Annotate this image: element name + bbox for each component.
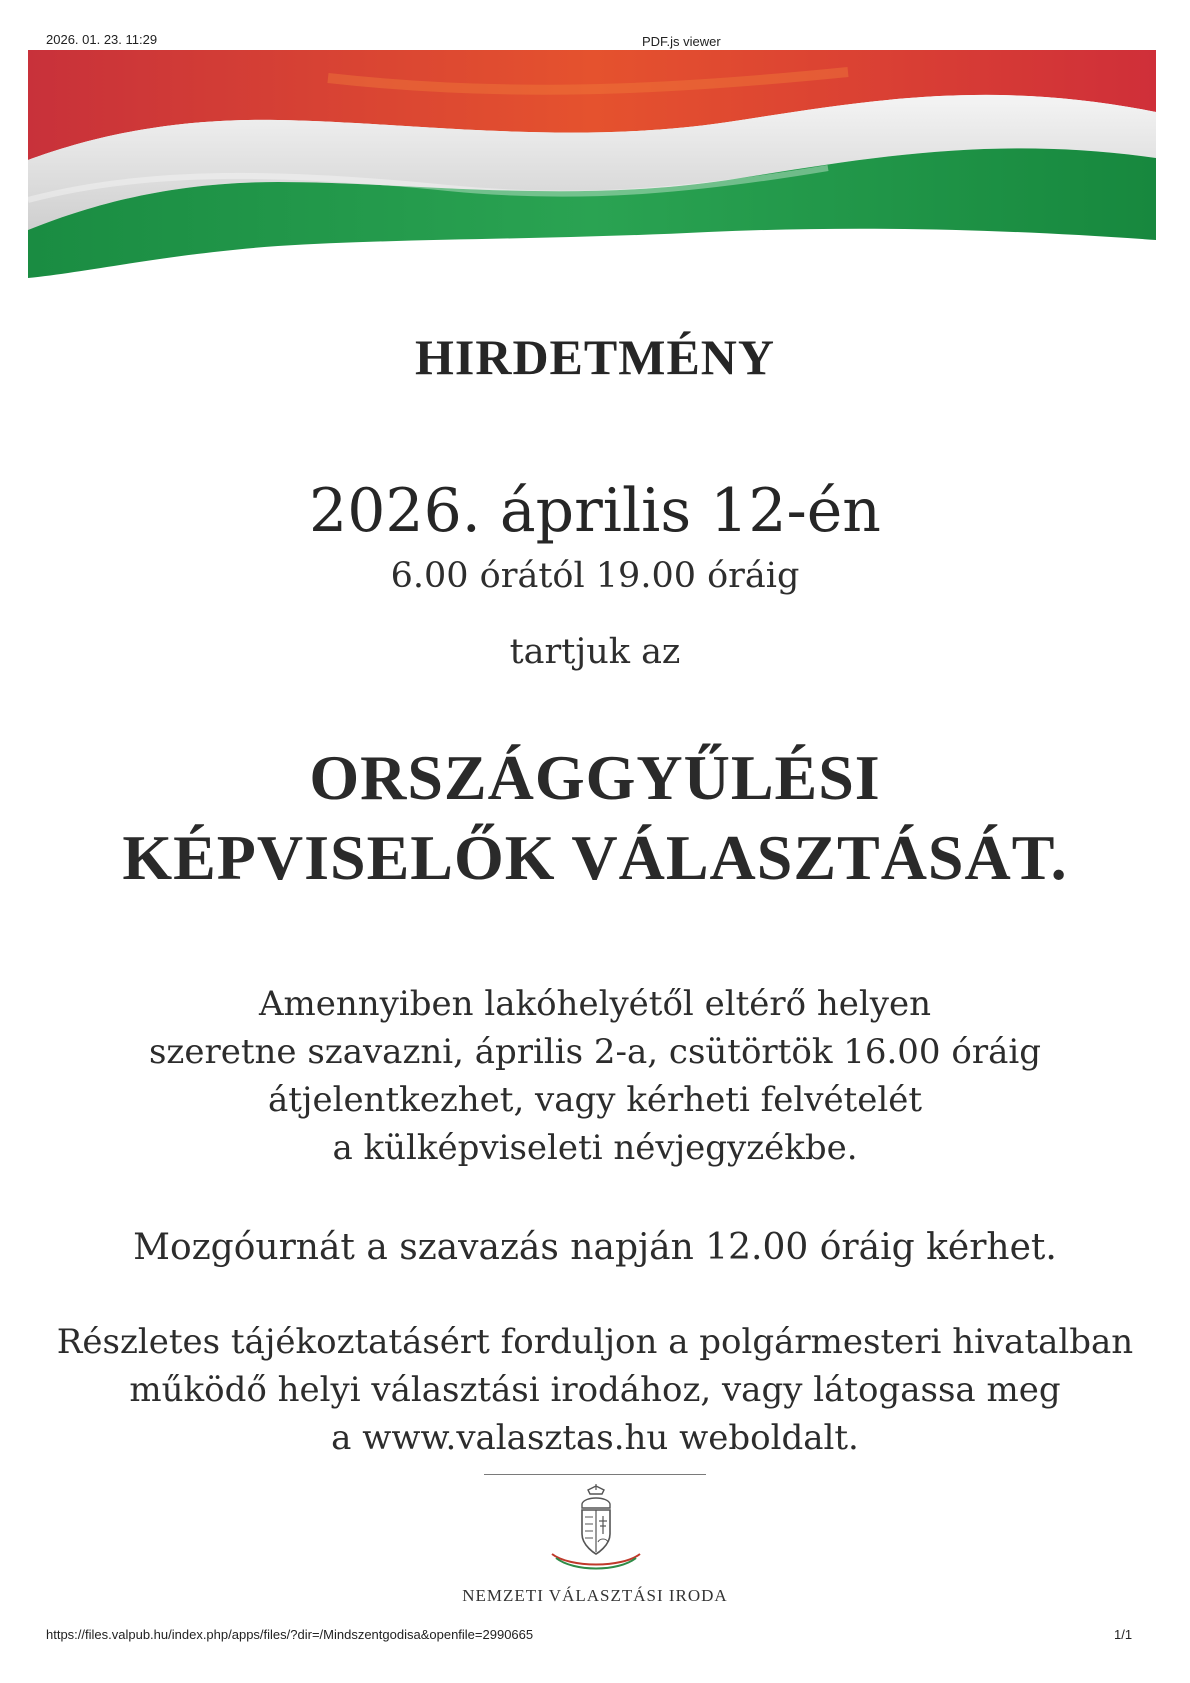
paragraph-line: a www.valasztas.hu weboldalt.: [331, 1418, 859, 1458]
paragraph-line: Amennyiben lakóhelyétől eltérő helyen: [258, 984, 932, 1024]
election-name-line2: KÉPVISELŐK VÁLASZTÁSÁT.: [122, 822, 1068, 893]
paragraph-line: szeretne szavazni, április 2-a, csütörtök 16.00 óráig: [148, 1032, 1042, 1072]
hungarian-flag-banner: [28, 50, 1156, 300]
viewer-title: PDF.js viewer: [642, 34, 721, 49]
paragraph-line: a külképviseleti névjegyzékbe.: [332, 1128, 858, 1168]
document-url: https://files.valpub.hu/index.php/apps/files/?dir=/Mindszentgodisa&openfile=2990665: [46, 1627, 534, 1642]
paragraph-line: működő helyi választási irodához, vagy látogassa meg: [129, 1370, 1061, 1410]
election-name-line1: ORSZÁGGYŰLÉSI: [309, 742, 881, 813]
election-date: 2026. április 12-én: [309, 476, 881, 546]
organization-name: NEMZETI VÁLASZTÁSI IRODA: [462, 1586, 728, 1605]
divider: [484, 1474, 706, 1475]
page-number: 1/1: [1114, 1627, 1133, 1642]
relocation-paragraph: [0, 980, 1190, 1172]
paragraph-line: Részletes tájékoztatásért forduljon a polgármesteri hivatalban: [56, 1322, 1134, 1362]
connector-text: tartjuk az: [509, 632, 681, 672]
mobile-ballot-paragraph: Mozgóurnát a szavazás napján 12.00 óráig kérhet.: [133, 1227, 1057, 1268]
polling-hours: 6.00 órától 19.00 óráig: [390, 556, 800, 596]
print-timestamp: 2026. 01. 23. 11:29: [46, 32, 158, 47]
election-name: [0, 738, 1190, 898]
print-header: [0, 28, 1190, 48]
notice-title: HIRDETMÉNY: [414, 329, 776, 385]
information-paragraph: [0, 1318, 1190, 1462]
hungarian-coat-of-arms-icon: [540, 1484, 652, 1574]
paragraph-line: átjelentkezhet, vagy kérheti felvételét: [267, 1080, 923, 1120]
